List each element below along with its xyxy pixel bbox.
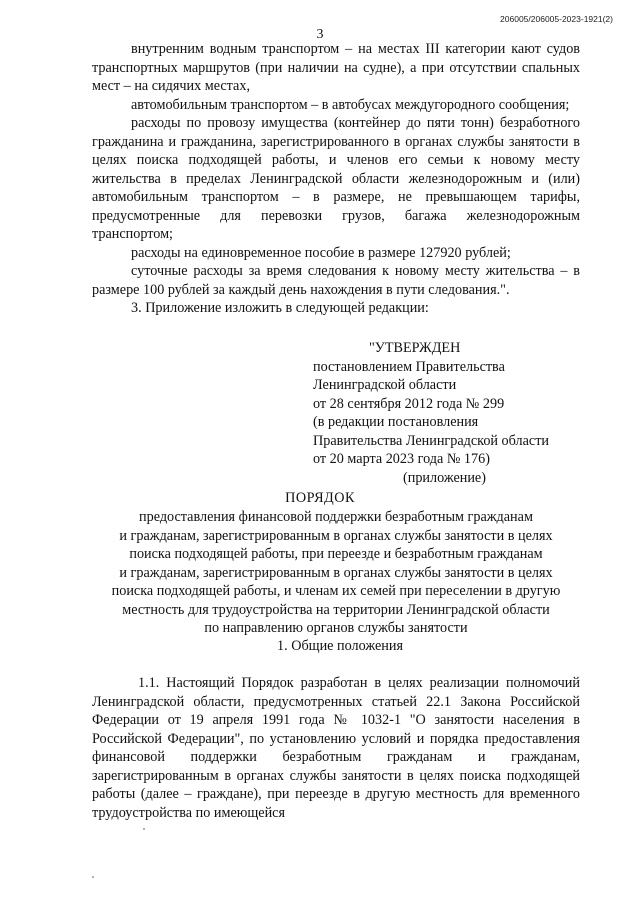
subtitle-line: предоставления финансовой поддержки безработным гражданам [139, 509, 533, 525]
paragraph-1-1: 1.1. Настоящий Порядок разработан в целях реализации полномочий Ленинградской области, предусмотренных статьей 22.1 Закона Российской Федерации от 19 апреля 1991 года № 1032-1 "О занятости населения в Российской Федерации", по установлению условий и порядка предоставления финансовой поддержки безработным гражданам и гражданам, зарегистрированным в органах службы занятости в целях поиска подходящей работы (далее – граждане), при переезде в другую местность для временного трудоустройства по имеющейся [92, 675, 580, 821]
approval-line: Правительства Ленинградской области [313, 432, 549, 449]
section-heading: 1. Общие положения [277, 638, 403, 654]
scan-speck [92, 876, 94, 878]
approval-line: постановлением Правительства [313, 358, 505, 375]
approval-block [313, 339, 549, 487]
subtitle-line: и гражданам, зарегистрированным в органах службы занятости в целях [119, 564, 553, 581]
approval-appendix-note: (приложение) [403, 469, 486, 486]
document-id: 206005/206005-2023-1921(2) [500, 14, 613, 24]
page-number: 3 [316, 27, 324, 42]
subtitle-line: по направлению органов службы занятости [204, 620, 468, 636]
subtitle-line: поиска подходящей работы, при переезде и безработным гражданам [129, 546, 543, 562]
paragraph-daily-allowance: суточные расходы за время следования к новому месту жительства – в размере 100 рублей за каждый день нахождения в пути следования.". [92, 263, 580, 298]
paragraph-appendix-instruction: 3. Приложение изложить в следующей редакции: [131, 300, 429, 316]
approval-line: от 28 сентября 2012 года № 299 [313, 395, 505, 412]
paragraph-property-transport: расходы по провозу имущества (контейнер до пяти тонн) безработного гражданина и гражданина, зарегистрированного в органах службы занятости в целях поиска подходящей работы, и членов его семьи к новому месту жительства в пределах Ленинградской области железнодорожным и (или) автомобильным транспортом – в размере, не превышающем тарифы, предусмотренные для перевозки грузов, багажа железнодорожным транспортом; [92, 115, 580, 242]
approval-line: Ленинградской области [313, 377, 457, 393]
subtitle-line: местность для трудоустройства на территории Ленинградской области [122, 601, 550, 618]
approval-line: (в редакции постановления [313, 414, 479, 430]
document-title: ПОРЯДОК [285, 490, 355, 506]
subtitle-line: поиска подходящей работы, и членам их семей при переселении в другую [111, 583, 561, 599]
subtitle-line: и гражданам, зарегистрированным в органах службы занятости в целях [119, 527, 553, 544]
section-body [92, 674, 580, 822]
paragraph-road-transport: автомобильным транспортом – в автобусах междугородного сообщения; [131, 96, 570, 113]
document-subtitle [92, 508, 580, 638]
body-text [92, 40, 580, 318]
paragraph-lump-sum: расходы на единовременное пособие в размере 127920 рублей; [131, 244, 511, 261]
scan-speck [143, 828, 145, 830]
approval-line: от 20 марта 2023 года № 176) [313, 451, 490, 467]
approval-heading: "УТВЕРЖДЕН [369, 340, 461, 356]
paragraph-water-transport: внутренним водным транспортом – на местах III категории кают судов транспортных маршрутов (при наличии на судне), а при отсутствии спальных мест – на сидячих местах, [92, 41, 580, 94]
